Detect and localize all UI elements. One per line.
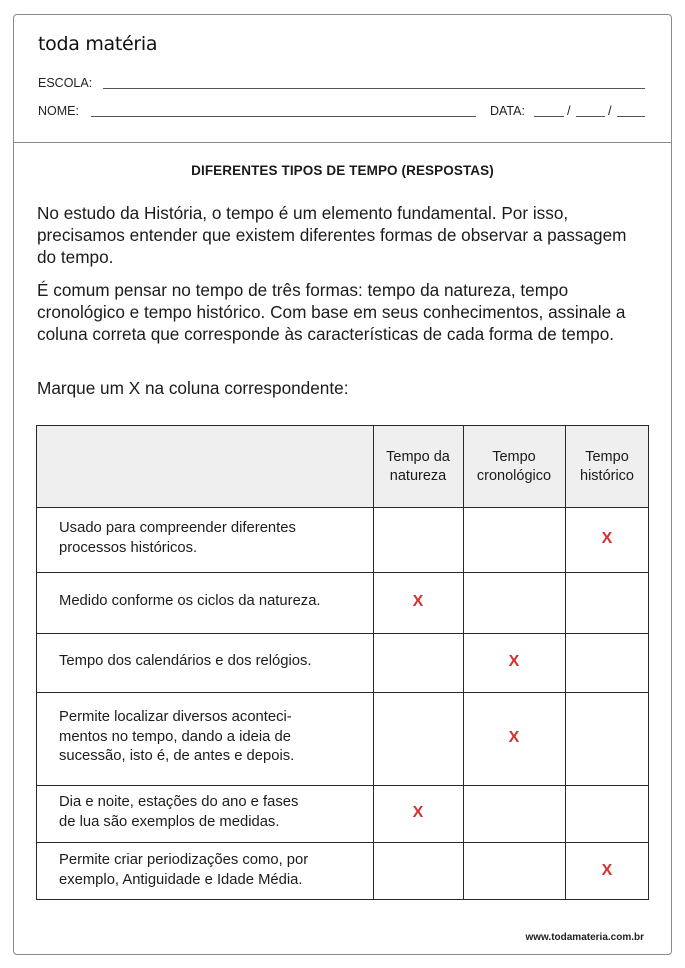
- row-divider: [37, 785, 648, 786]
- footer-url[interactable]: www.todamateria.com.br: [525, 932, 644, 943]
- name-label: NOME:: [38, 104, 79, 118]
- school-label: ESCOLA:: [38, 76, 93, 90]
- date-separator: /: [567, 103, 571, 118]
- answer-mark: X: [601, 861, 613, 879]
- statement-text: [59, 592, 359, 612]
- instruction-paragraph: É comum pensar no tempo de três formas: tempo da natureza, tempo cronológico e tempo histórico. Com base em seus conhecimentos, assinale a coluna correta que corresponde às características de cada forma de tempo.: [37, 280, 626, 344]
- name-field[interactable]: [91, 116, 476, 117]
- brand-logo: toda matéria: [38, 33, 158, 55]
- answer-table: [36, 425, 649, 900]
- school-field[interactable]: [103, 88, 645, 89]
- row-divider: [37, 692, 648, 693]
- statement-line: Permite localizar diversos aconteci-: [59, 709, 292, 726]
- header-divider: [13, 142, 672, 143]
- statement-line: processos históricos.: [59, 539, 198, 556]
- column-divider: [565, 426, 566, 899]
- row-divider: [37, 633, 648, 634]
- column-divider: [373, 426, 374, 899]
- column-header-line: histórico: [580, 467, 634, 484]
- statement-line: Permite criar periodizações como, por: [59, 852, 309, 868]
- column-header-line: Tempo: [585, 448, 629, 465]
- date-year-field[interactable]: [617, 116, 645, 117]
- statement-line: Dia e noite, estações do ano e fases: [59, 794, 299, 810]
- column-divider: [463, 426, 464, 899]
- answer-mark: X: [601, 529, 613, 547]
- column-header-line: Tempo: [492, 448, 536, 465]
- statement-line: Usado para compreender diferentes: [59, 520, 296, 536]
- column-header-line: cronológico: [476, 467, 552, 484]
- worksheet-title: DIFERENTES TIPOS DE TEMPO (RESPOSTAS): [191, 163, 494, 178]
- statement-text: [59, 519, 359, 558]
- intro-paragraph: No estudo da História, o tempo é um elemento fundamental. Por isso, precisamos entender que existem diferentes formas de observar a passagem do tempo.: [37, 203, 627, 267]
- statement-text: [59, 708, 359, 767]
- statement-line: de lua são exemplos de medidas.: [59, 813, 280, 830]
- statement-line: sucessão, isto é, de antes e depois.: [59, 748, 295, 765]
- date-separator: /: [608, 103, 612, 118]
- statement-line: mentos no tempo, dando a ideia de: [59, 728, 291, 745]
- answer-mark: X: [412, 592, 424, 610]
- row-divider: [37, 507, 648, 508]
- column-header-cronologico: [463, 426, 565, 507]
- statement-text: [59, 851, 359, 890]
- statement-line: exemplo, Antiguidade e Idade Média.: [59, 871, 303, 888]
- statement-line: Medido conforme os ciclos da natureza.: [59, 592, 321, 609]
- date-month-field[interactable]: [576, 116, 605, 117]
- column-header-line: natureza: [389, 467, 447, 484]
- answer-mark: X: [508, 652, 520, 670]
- column-header-historico: [565, 426, 649, 507]
- column-header-line: Tempo da: [386, 448, 450, 465]
- date-label: DATA:: [490, 104, 525, 118]
- date-day-field[interactable]: [534, 116, 564, 117]
- mark-instruction: Marque um X na coluna correspondente:: [37, 378, 349, 398]
- row-divider: [37, 842, 648, 843]
- row-divider: [37, 572, 648, 573]
- statement-line: Tempo dos calendários e dos relógios.: [59, 652, 312, 669]
- column-header-natureza: [373, 426, 463, 507]
- answer-mark: X: [412, 803, 424, 821]
- statement-text: [59, 652, 359, 672]
- answer-mark: X: [508, 728, 520, 746]
- statement-text: [59, 793, 359, 832]
